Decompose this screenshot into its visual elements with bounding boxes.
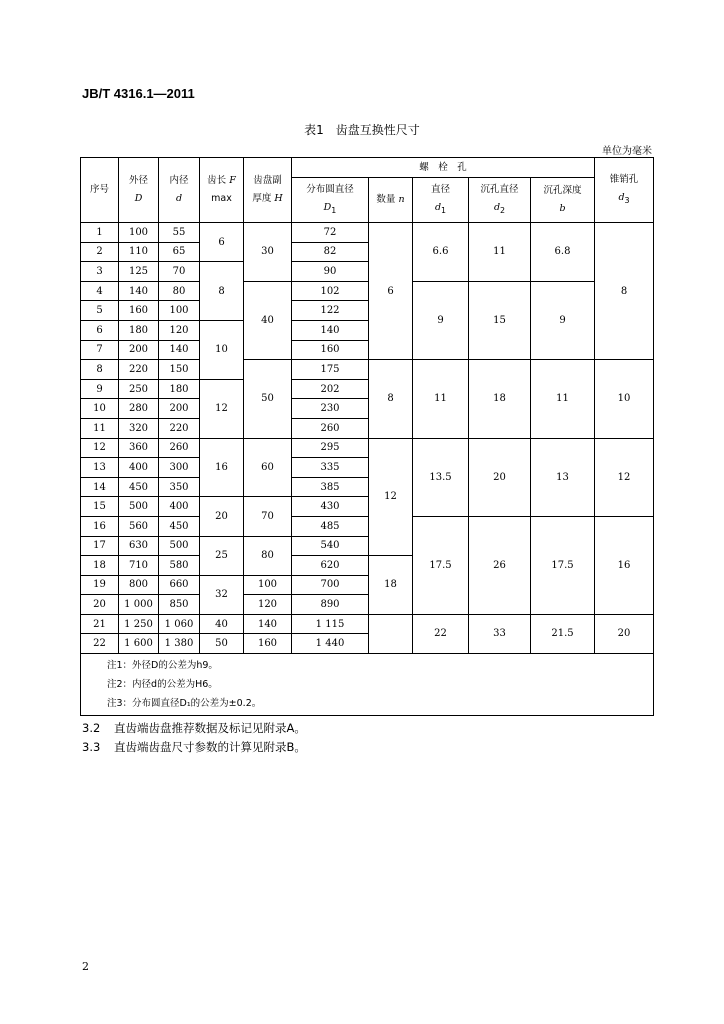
unit-label: 单位为毫米 — [602, 146, 652, 157]
cell-thickness: 30 — [244, 223, 292, 282]
cell-inner: 500 — [159, 536, 200, 556]
cell-outer: 560 — [119, 516, 159, 536]
cell-counterbore-depth: 21.5 — [531, 614, 595, 653]
note-3: 注3：分布圆直径D₁的公差为±0.2。 — [107, 698, 262, 710]
cell-counterbore-diameter: 20 — [469, 438, 531, 516]
cell-tooth-length: 25 — [200, 536, 244, 575]
paragraph-3-2 — [82, 720, 306, 736]
cell-hole-diameter: 9 — [413, 281, 469, 359]
cell-counterbore-diameter: 26 — [469, 516, 531, 614]
note-1: 注1：外径D的公差为h9。 — [107, 660, 218, 672]
dimension-table — [80, 157, 654, 716]
cell-counterbore-depth: 9 — [531, 281, 595, 359]
cell-outer: 710 — [119, 556, 159, 576]
table-row — [81, 360, 654, 380]
cell-inner: 850 — [159, 595, 200, 615]
page-number: 2 — [82, 960, 89, 973]
note-2: 注2：内径d的公差为H6。 — [107, 679, 218, 691]
cell-outer: 220 — [119, 360, 159, 380]
cell-pitch-circle: 260 — [292, 418, 369, 438]
cell-seq: 18 — [81, 556, 119, 576]
cell-pitch-circle: 430 — [292, 497, 369, 517]
cell-inner: 1 380 — [159, 634, 200, 654]
cell-seq: 3 — [81, 262, 119, 282]
cell-counterbore-depth: 6.8 — [531, 223, 595, 282]
cell-tooth-length: 50 — [200, 634, 244, 654]
cell-pitch-circle: 540 — [292, 536, 369, 556]
cell-seq: 17 — [81, 536, 119, 556]
cell-outer: 200 — [119, 340, 159, 360]
cell-thickness: 70 — [244, 497, 292, 536]
cell-inner: 70 — [159, 262, 200, 282]
cell-outer: 450 — [119, 477, 159, 497]
cell-seq: 1 — [81, 223, 119, 243]
table-row — [81, 223, 654, 243]
cell-seq: 13 — [81, 458, 119, 478]
cell-pin-hole: 20 — [595, 614, 654, 653]
cell-inner: 200 — [159, 399, 200, 419]
cell-tooth-length: 8 — [200, 262, 244, 321]
cell-counterbore-diameter: 15 — [469, 281, 531, 359]
header-pin-hole: 锥销孔 $d_3$ — [595, 158, 654, 223]
cell-tooth-length: 12 — [200, 379, 244, 438]
cell-counterbore-diameter: 33 — [469, 614, 531, 653]
cell-pitch-circle: 102 — [292, 281, 369, 301]
cell-seq: 7 — [81, 340, 119, 360]
cell-outer: 180 — [119, 320, 159, 340]
cell-thickness: 80 — [244, 536, 292, 575]
cell-inner: 400 — [159, 497, 200, 517]
cell-hole-diameter: 13.5 — [413, 438, 469, 516]
cell-inner: 150 — [159, 360, 200, 380]
cell-thickness: 40 — [244, 281, 292, 359]
cell-seq: 11 — [81, 418, 119, 438]
table-title: 表1 齿盘互换性尺寸 — [304, 123, 420, 137]
header-outer-diameter: 外径 D — [119, 158, 159, 223]
header-hole-diameter: 直径 $d_1$ — [413, 178, 469, 223]
cell-seq: 6 — [81, 320, 119, 340]
cell-pitch-circle: 335 — [292, 458, 369, 478]
cell-outer: 320 — [119, 418, 159, 438]
cell-tooth-length: 40 — [200, 614, 244, 634]
cell-pitch-circle: 82 — [292, 242, 369, 262]
cell-outer: 400 — [119, 458, 159, 478]
paragraph-3-3 — [82, 739, 306, 755]
cell-pin-hole: 10 — [595, 360, 654, 438]
cell-thickness: 100 — [244, 575, 292, 595]
cell-thickness: 60 — [244, 438, 292, 497]
clause-number: 3.2 — [82, 721, 101, 735]
table-row — [81, 516, 654, 536]
header-seq: 序号 — [81, 158, 119, 223]
cell-inner: 120 — [159, 320, 200, 340]
cell-tooth-length: 32 — [200, 575, 244, 614]
cell-bolt-count: 8 — [369, 360, 413, 438]
cell-seq: 19 — [81, 575, 119, 595]
cell-thickness: 120 — [244, 595, 292, 615]
cell-outer: 1 600 — [119, 634, 159, 654]
cell-seq: 22 — [81, 634, 119, 654]
cell-counterbore-depth: 13 — [531, 438, 595, 516]
cell-inner: 350 — [159, 477, 200, 497]
cell-outer: 360 — [119, 438, 159, 458]
cell-outer: 125 — [119, 262, 159, 282]
cell-pitch-circle: 295 — [292, 438, 369, 458]
header-pitch-circle: 分布圆直径 $D_1$ — [292, 178, 369, 223]
cell-bolt-count — [369, 614, 413, 653]
cell-pitch-circle: 230 — [292, 399, 369, 419]
cell-pitch-circle: 160 — [292, 340, 369, 360]
cell-pitch-circle: 385 — [292, 477, 369, 497]
cell-pitch-circle: 485 — [292, 516, 369, 536]
cell-thickness: 50 — [244, 360, 292, 438]
header-bolt-count: 数量 n — [369, 178, 413, 223]
cell-inner: 100 — [159, 301, 200, 321]
cell-bolt-count: 6 — [369, 223, 413, 360]
standard-code: JB/T 4316.1—2011 — [82, 86, 195, 101]
cell-inner: 660 — [159, 575, 200, 595]
cell-hole-diameter: 6.6 — [413, 223, 469, 282]
cell-hole-diameter: 17.5 — [413, 516, 469, 614]
header-inner-diameter: 内径 d — [159, 158, 200, 223]
table-notes — [81, 654, 654, 716]
clause-text: 直齿端齿盘尺寸参数的计算见附录B。 — [114, 740, 306, 754]
cell-pitch-circle: 175 — [292, 360, 369, 380]
cell-pitch-circle: 1 440 — [292, 634, 369, 654]
cell-seq: 15 — [81, 497, 119, 517]
cell-seq: 16 — [81, 516, 119, 536]
header-tooth-length: 齿长 F max — [200, 158, 244, 223]
cell-inner: 220 — [159, 418, 200, 438]
cell-seq: 21 — [81, 614, 119, 634]
cell-outer: 500 — [119, 497, 159, 517]
cell-thickness: 140 — [244, 614, 292, 634]
table-row — [81, 281, 654, 301]
cell-seq: 14 — [81, 477, 119, 497]
cell-tooth-length: 10 — [200, 320, 244, 379]
cell-pitch-circle: 700 — [292, 575, 369, 595]
cell-seq: 9 — [81, 379, 119, 399]
cell-seq: 5 — [81, 301, 119, 321]
cell-counterbore-depth: 17.5 — [531, 516, 595, 614]
cell-counterbore-diameter: 11 — [469, 223, 531, 282]
header-counterbore-diameter: 沉孔直径 $d_2$ — [469, 178, 531, 223]
cell-outer: 100 — [119, 223, 159, 243]
header-bolt-hole-group: 螺 栓 孔 — [292, 158, 595, 178]
cell-hole-diameter: 22 — [413, 614, 469, 653]
cell-outer: 160 — [119, 301, 159, 321]
cell-inner: 180 — [159, 379, 200, 399]
cell-thickness: 160 — [244, 634, 292, 654]
cell-inner: 55 — [159, 223, 200, 243]
cell-tooth-length: 16 — [200, 438, 244, 497]
cell-pitch-circle: 122 — [292, 301, 369, 321]
cell-tooth-length: 20 — [200, 497, 244, 536]
cell-inner: 260 — [159, 438, 200, 458]
clause-number: 3.3 — [82, 740, 101, 754]
header-counterbore-depth: 沉孔深度 b — [531, 178, 595, 223]
cell-pitch-circle: 72 — [292, 223, 369, 243]
cell-inner: 580 — [159, 556, 200, 576]
cell-inner: 1 060 — [159, 614, 200, 634]
cell-pitch-circle: 620 — [292, 556, 369, 576]
cell-outer: 1 250 — [119, 614, 159, 634]
cell-pitch-circle: 140 — [292, 320, 369, 340]
cell-outer: 800 — [119, 575, 159, 595]
cell-outer: 280 — [119, 399, 159, 419]
cell-pitch-circle: 90 — [292, 262, 369, 282]
cell-inner: 65 — [159, 242, 200, 262]
cell-counterbore-depth: 11 — [531, 360, 595, 438]
cell-inner: 80 — [159, 281, 200, 301]
cell-inner: 140 — [159, 340, 200, 360]
cell-outer: 1 000 — [119, 595, 159, 615]
cell-pitch-circle: 1 115 — [292, 614, 369, 634]
cell-outer: 110 — [119, 242, 159, 262]
cell-seq: 2 — [81, 242, 119, 262]
cell-pin-hole: 8 — [595, 223, 654, 360]
cell-pin-hole: 16 — [595, 516, 654, 614]
cell-hole-diameter: 11 — [413, 360, 469, 438]
cell-seq: 20 — [81, 595, 119, 615]
cell-tooth-length: 6 — [200, 223, 244, 262]
cell-pitch-circle: 890 — [292, 595, 369, 615]
cell-bolt-count: 18 — [369, 556, 413, 615]
cell-seq: 4 — [81, 281, 119, 301]
cell-outer: 630 — [119, 536, 159, 556]
cell-inner: 300 — [159, 458, 200, 478]
cell-outer: 250 — [119, 379, 159, 399]
cell-seq: 8 — [81, 360, 119, 380]
cell-bolt-count: 12 — [369, 438, 413, 556]
cell-outer: 140 — [119, 281, 159, 301]
clause-text: 直齿端齿盘推荐数据及标记见附录A。 — [114, 721, 306, 735]
cell-counterbore-diameter: 18 — [469, 360, 531, 438]
table-row — [81, 438, 654, 458]
cell-inner: 450 — [159, 516, 200, 536]
cell-pitch-circle: 202 — [292, 379, 369, 399]
header-thickness: 齿盘副 厚度 H — [244, 158, 292, 223]
cell-pin-hole: 12 — [595, 438, 654, 516]
cell-seq: 10 — [81, 399, 119, 419]
cell-seq: 12 — [81, 438, 119, 458]
table-row — [81, 614, 654, 634]
